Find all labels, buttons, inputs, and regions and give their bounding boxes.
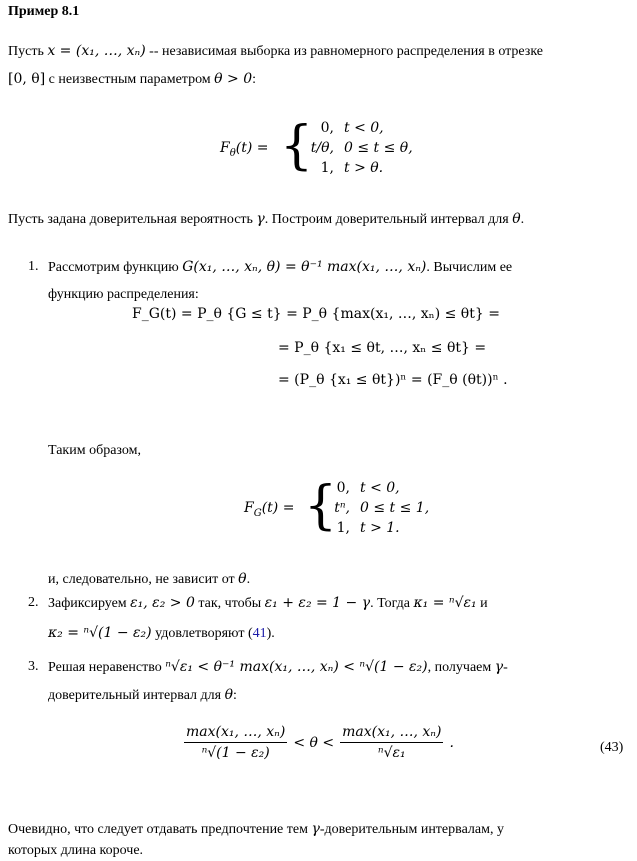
- item-2-text: Зафиксируем: [48, 596, 127, 611]
- case-row: 1, t > θ.: [320, 160, 384, 176]
- item-3-text: Решая неравенство: [48, 660, 162, 675]
- fraction-denominator: ⁿ√(1 − ε₂): [201, 745, 270, 761]
- item-3-line-1: [48, 658, 508, 677]
- equation-reference-link[interactable]: 41: [252, 626, 267, 641]
- period: .: [246, 572, 251, 587]
- lower-bound-fraction: [184, 724, 287, 761]
- f-theta-lhs: $F_\theta(t)$ =: [220, 140, 269, 159]
- gamma-symbol: γ: [256, 211, 265, 227]
- item-2-line-2: [48, 624, 275, 643]
- colon: :: [233, 688, 237, 703]
- f-g-equation: [244, 478, 464, 542]
- theta-symbol: θ: [238, 571, 247, 587]
- case-row: 1, t > 1.: [336, 520, 400, 536]
- case-row: 0, t < 0,: [336, 480, 400, 496]
- f-g-lhs: $F_G(t)$ =: [244, 500, 295, 519]
- thus-text: Таким образом,: [48, 443, 141, 458]
- period: .: [449, 734, 454, 751]
- final-text: Очевидно, что следует отдавать предпочтение тем: [8, 822, 308, 837]
- kappa-2-definition: κ₂ = ⁿ√(1 − ε₂): [48, 625, 152, 641]
- confidence-interval-formula: [184, 724, 454, 761]
- equation-number: (43): [600, 740, 624, 755]
- period: .: [520, 212, 525, 227]
- confidence-text-2: . Построим доверительный интервал для: [264, 212, 509, 227]
- upper-bound-fraction: [340, 724, 443, 761]
- fraction-numerator: max(x₁, …, xₙ): [184, 724, 287, 743]
- f-g-cases: [324, 478, 429, 538]
- epsilon-definition: ε₁, ε₂ > 0: [130, 595, 195, 611]
- gamma-symbol: γ: [311, 821, 320, 837]
- item-1-line-2: функцию распределения:: [48, 287, 199, 302]
- distribution-derivation-line-3: = (P_θ {x₁ ≤ θt})ⁿ = (F_θ (θt))ⁿ .: [278, 372, 508, 388]
- gamma-symbol: γ: [494, 659, 504, 675]
- epsilon-sum: ε₁ + ε₂ = 1 − γ: [264, 595, 371, 611]
- g-function-definition: G(x₁, …, xₙ, θ) = θ⁻¹ max(x₁, …, xₙ): [182, 259, 427, 275]
- item-3-number: 3.: [28, 659, 39, 674]
- sample-definition: x = (x₁, …, xₙ): [47, 43, 146, 59]
- item-1-text-2: . Вычислим ее: [426, 260, 513, 275]
- conclusion-text: и, следовательно, не зависит от: [48, 572, 235, 587]
- final-line-1: [8, 820, 504, 839]
- item-1-conclusion: [48, 570, 250, 589]
- item-1-text: Рассмотрим функцию: [48, 260, 179, 275]
- intro-line-2: [8, 70, 256, 89]
- distribution-derivation-line-2: = P_θ {x₁ ≤ θt, …, xₙ ≤ θt} =: [278, 340, 487, 356]
- theta-condition: θ > 0: [214, 71, 253, 87]
- inequality: ⁿ√ε₁ < θ⁻¹ max(x₁, …, xₙ) < ⁿ√(1 − ε₂): [165, 659, 428, 675]
- item-1-line-1: [48, 258, 512, 277]
- kappa-1-definition: κ₁ = ⁿ√ε₁: [413, 595, 477, 611]
- intro-line-1: [8, 42, 543, 61]
- f-theta-cases: [300, 118, 413, 178]
- intro-text-2: с неизвестным параметром: [48, 72, 211, 87]
- item-2-text-3: . Тогда: [370, 596, 410, 611]
- intro-word: Пусть: [8, 44, 44, 59]
- item-2-line-1: [48, 594, 488, 613]
- item-3-line-2: [48, 686, 237, 705]
- left-brace-symbol: {: [280, 116, 314, 176]
- theta-symbol: θ: [224, 687, 234, 703]
- item-3-text-3: доверительный интервал для: [48, 688, 222, 703]
- item-2-text-2: так, чтобы: [198, 596, 262, 611]
- fraction-denominator: ⁿ√ε₁: [377, 745, 406, 761]
- left-brace-symbol: {: [304, 476, 338, 536]
- item-2-close: ).: [266, 626, 275, 641]
- final-text-2: -доверительным интервалам, у: [319, 822, 504, 837]
- item-1-number: 1.: [28, 259, 39, 274]
- fraction-numerator: max(x₁, …, xₙ): [340, 724, 443, 743]
- example-title: Пример 8.1: [8, 4, 80, 19]
- item-2-text-4: удовлетворяют (: [155, 626, 253, 641]
- case-row: tⁿ, 0 ≤ t ≤ 1,: [334, 500, 430, 516]
- item-2-conjunction: и: [480, 596, 488, 611]
- item-2-number: 2.: [28, 595, 39, 610]
- theta-symbol: θ: [512, 211, 521, 227]
- intro-colon: :: [252, 72, 257, 87]
- intro-text: -- независимая выборка из равномерного распределения в отрезке: [149, 44, 544, 59]
- hyphen: -: [503, 660, 508, 675]
- interval-notation: [0, θ]: [8, 71, 46, 87]
- confidence-text: Пусть задана доверительная вероятность: [8, 212, 253, 227]
- f-theta-equation: [220, 118, 460, 182]
- item-3-text-2: , получаем: [427, 660, 492, 675]
- case-row: 0, t < 0,: [320, 120, 384, 136]
- final-line-2: которых длина короче.: [8, 843, 144, 858]
- case-row: t/θ, 0 ≤ t ≤ θ,: [310, 140, 413, 156]
- distribution-derivation-line-1: F_G(t) = P_θ {G ≤ t} = P_θ {max(x₁, …, xₙ) ≤ θt} =: [132, 306, 500, 322]
- interval-middle: < θ <: [293, 734, 335, 751]
- confidence-paragraph: [8, 210, 524, 229]
